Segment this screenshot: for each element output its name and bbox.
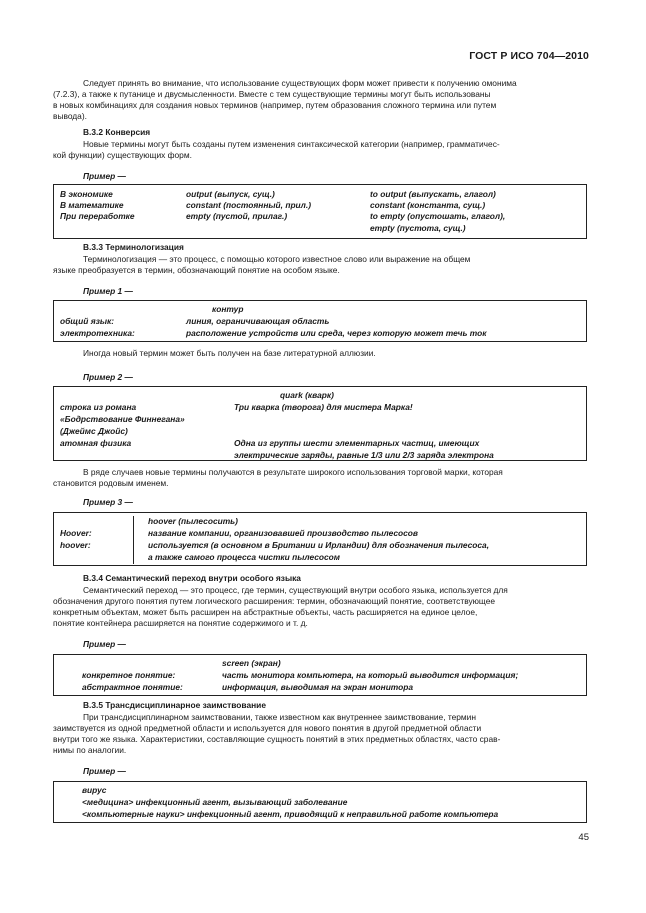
text-line: нимы по аналогии.	[53, 745, 127, 755]
text-line: Терминологизация — это процесс, с помощью которого известное слово или выражение на общем	[83, 254, 471, 264]
example-cell: <компьютерные науки> инфекционный агент, приводящий к неправильной работе компьютера	[82, 809, 499, 819]
example-term: вирус	[82, 785, 107, 795]
example-label: Пример —	[83, 171, 126, 181]
intro-paragraph	[53, 78, 589, 122]
example-term: контур	[212, 304, 244, 314]
example-cell: to output (выпускать, глагол)	[370, 189, 496, 199]
text-line: При трансдисциплинарном заимствовании, также известном как внутреннее заимствование, термин	[83, 712, 476, 722]
example-3-label: Пример 3 —	[83, 497, 133, 507]
example-1-label: Пример 1 —	[83, 286, 133, 296]
example-cell: конкретное понятие:	[82, 670, 176, 680]
example-cell: Hoover:	[60, 528, 92, 538]
example-2-label: Пример 2 —	[83, 372, 133, 382]
column-divider	[133, 516, 134, 564]
example-term: screen (экран)	[222, 658, 281, 668]
example-cell: В экономике	[60, 189, 113, 199]
text-line: Семантический переход — это процесс, где термин, существующий внутри особого языка, используется для	[83, 585, 508, 595]
text-line: обозначения другого понятия путем логического расширения: термин, обозначающий понятие, соответствующее	[53, 596, 496, 606]
text-line: заимствуется из одной предметной области и используется для нового понятия в другой предметной области	[53, 723, 482, 733]
text-line: вывода).	[53, 111, 87, 121]
example-cell: абстрактное понятие:	[82, 682, 183, 692]
text-line: (7.2.3), а также к путанице и двусмысленности. Вместе с тем существующие термины могут быть использованы	[53, 89, 491, 99]
example-cell: линия, ограничивающая область	[186, 316, 330, 326]
text-line: языке преобразуется в термин, обозначающий понятие на особом языке.	[53, 265, 340, 275]
example-cell: Одна из группы шести элементарных частиц, имеющих	[234, 438, 480, 448]
text-line: Иногда новый термин может быть получен на базе литературной аллюзии.	[83, 348, 376, 358]
semantic-transfer-example-box	[53, 654, 587, 696]
text-line: становится родовым именем.	[53, 478, 169, 488]
example-cell: часть монитора компьютера, на который выводится информация;	[222, 670, 519, 680]
transdisciplinary-paragraph	[53, 712, 589, 756]
example-3-box	[53, 512, 587, 566]
example-cell: информация, выводимая на экран монитора	[222, 682, 414, 692]
example-cell: output (выпуск, сущ.)	[186, 189, 275, 199]
example-cell: название компании, организовавшей производство пылесосов	[148, 528, 418, 538]
page-number: 45	[578, 832, 589, 843]
example-label: Пример —	[83, 639, 126, 649]
example-cell: hoover:	[60, 540, 91, 550]
standard-header: ГОСТ Р ИСО 704—2010	[469, 50, 589, 62]
example-cell: а также самого процесса чистки пылесосом	[148, 552, 340, 562]
text-line: внутри того же языка. Характеристики, составляющие сущность понятий в этих предметных областях, часто срав-	[53, 734, 501, 744]
example-term: hoover (пылесосить)	[148, 516, 238, 526]
conversion-paragraph	[53, 139, 589, 161]
example-cell: атомная физика	[60, 438, 132, 448]
example-cell: <медицина> инфекционный агент, вызывающий заболевание	[82, 797, 348, 807]
example-cell: общий язык:	[60, 316, 115, 326]
text-line: понятие контейнера расширяется на понятие содержимого и т. д.	[53, 618, 308, 628]
allusion-paragraph	[53, 348, 589, 359]
example-label: Пример —	[83, 766, 126, 776]
text-line: конкретным объектам, может быть расширен на абстрактные объекты, часть расширяется на единое целое,	[53, 607, 478, 617]
text-line: В ряде случаев новые термины получаются в результате широкого использования торговой марки, которая	[83, 467, 503, 477]
example-cell: При переработке	[60, 211, 135, 221]
trademark-paragraph	[53, 467, 589, 489]
example-term: quark (кварк)	[280, 390, 334, 400]
semantic-transfer-paragraph	[53, 585, 589, 629]
example-cell: используется (в основном в Британии и Ирландии) для обозначения пылесоса,	[148, 540, 490, 550]
example-cell: строка из романа	[60, 402, 137, 412]
text-line: Новые термины могут быть созданы путем изменения синтаксической категории (например, грамматичес-	[83, 139, 500, 149]
terminologization-paragraph	[53, 254, 589, 276]
example-cell: empty (пустота, сущ.)	[370, 223, 466, 233]
text-line: кой функции) существующих форм.	[53, 150, 192, 160]
example-cell: «Бодрствование Финнегана»	[60, 414, 185, 424]
example-cell: электрические заряды, равные 1/3 или 2/3 заряда электрона	[234, 450, 494, 460]
text-line: в новых комбинациях для создания новых терминов (например, путем образования сложного термина или путем	[53, 100, 497, 110]
conversion-example-box	[53, 184, 587, 239]
section-heading-semantic-transfer: В.3.4 Семантический переход внутри особого языка	[83, 573, 301, 583]
transdisciplinary-example-box	[53, 781, 587, 823]
example-cell: (Джеймс Джойс)	[60, 426, 128, 436]
example-cell: В математике	[60, 200, 124, 210]
example-2-box	[53, 386, 587, 461]
example-1-box	[53, 300, 587, 342]
section-heading-conversion: В.3.2 Конверсия	[83, 127, 151, 137]
example-cell: constant (постоянный, прил.)	[186, 200, 311, 210]
example-cell: to empty (опустошать, глагол),	[370, 211, 506, 221]
text-line: Следует принять во внимание, что использование существующих форм может привести к получению омонима	[83, 78, 517, 88]
example-cell: empty (пустой, прилаг.)	[186, 211, 288, 221]
example-cell: расположение устройств или среда, через которую может течь ток	[186, 328, 487, 338]
section-heading-transdisciplinary: В.3.5 Трансдисциплинарное заимствование	[83, 700, 266, 710]
example-cell: электротехника:	[60, 328, 135, 338]
section-heading-terminologization: В.3.3 Терминологизация	[83, 242, 184, 252]
example-cell: constant (константа, сущ.)	[370, 200, 486, 210]
example-cell: Три кварка (творога) для мистера Марка!	[234, 402, 413, 412]
